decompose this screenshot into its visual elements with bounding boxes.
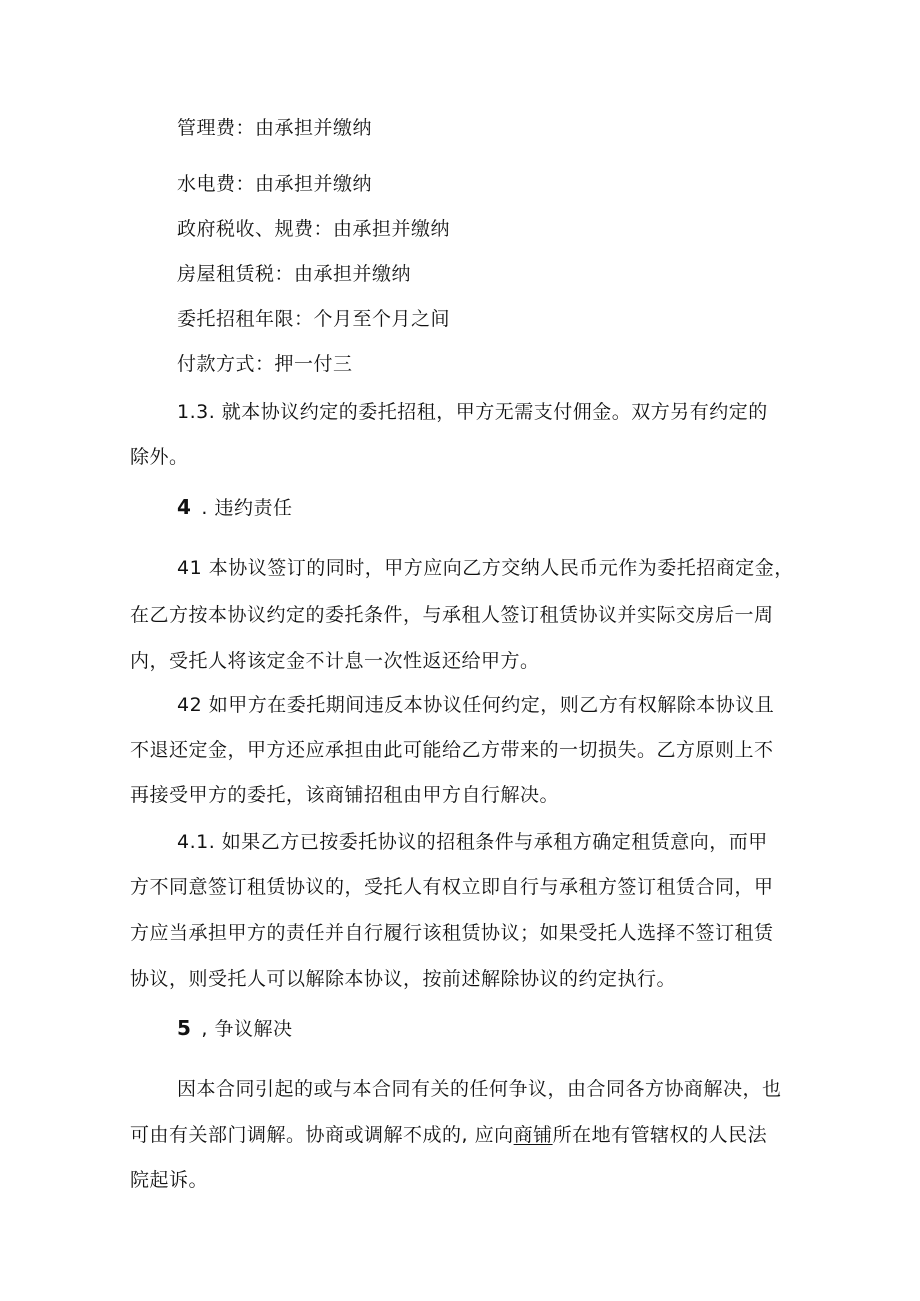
payment-method: 付款方式：押一付三 xyxy=(177,353,353,375)
fee-rental-tax: 房屋租赁税：由承担并缴纳 xyxy=(177,263,412,285)
clause-1-3-line1: 1.3. 就本协议约定的委托招租，甲方无需支付佣金。双方另有约定的 xyxy=(177,401,768,423)
clause-4-1-line2: 方不同意签订租赁协议的，受托人有权立即自行与承租方签订租赁合同，甲 xyxy=(130,876,774,898)
clause-4-1-line3: 方应当承担甲方的责任并自行履行该租赁协议；如果受托人选择不签订租赁 xyxy=(130,922,774,944)
fee-taxes: 政府税收、规费：由承担并缴纳 xyxy=(177,218,451,240)
section-4-title: . 违约责任 xyxy=(201,497,293,519)
dispute-line2 xyxy=(130,1122,767,1148)
clause-4-1-line4: 协议，则受托人可以解除本协议，按前述解除协议的约定执行。 xyxy=(130,968,677,990)
clause-41-line2: 在乙方按本协议约定的委托条件，与承租人签订租赁协议并实际交房后一周 xyxy=(130,604,774,626)
clause-42-line1: 42 如甲方在委托期间违反本协议任何约定，则乙方有权解除本协议且 xyxy=(177,694,775,716)
entrust-term: 委托招租年限：个月至个月之间 xyxy=(177,308,451,330)
section-4-heading xyxy=(177,494,293,521)
section-5-heading xyxy=(177,1015,293,1042)
fee-management: 管理费：由承担并缴纳 xyxy=(177,117,373,139)
clause-41-line3: 内，受托人将该定金不计息一次性返还给甲方。 xyxy=(130,650,540,672)
dispute-line1: 因本合同引起的或与本合同有关的任何争议，由合同各方协商解决，也 xyxy=(177,1078,782,1100)
section-4-number: 4 xyxy=(177,495,192,519)
dispute-line2-post: 所在地有管辖权的人民法 xyxy=(552,1124,768,1146)
clause-42-line2: 不退还定金，甲方还应承担由此可能给乙方带来的一切损失。乙方原则上不 xyxy=(130,739,774,761)
fee-utilities: 水电费：由承担并缴纳 xyxy=(177,173,373,195)
clause-42-line3: 再接受甲方的委托，该商铺招租由甲方自行解决。 xyxy=(130,784,560,806)
clause-4-1-line1: 4.1. 如果乙方已按委托协议的招租条件与承租方确定租赁意向，而甲 xyxy=(177,831,768,853)
clause-1-3-line2: 除外。 xyxy=(130,446,189,468)
section-5-number: 5 xyxy=(177,1016,192,1040)
clause-41-line1: 41 本协议签订的同时，甲方应向乙方交纳人民币元作为委托招商定金， xyxy=(177,557,794,579)
dispute-line2-pre: 可由有关部门调解。协商或调解不成的, 应向 xyxy=(130,1124,514,1146)
dispute-underlined-term: 商铺 xyxy=(513,1124,553,1146)
section-5-title: , 争议解决 xyxy=(201,1018,293,1040)
dispute-line3: 院起诉。 xyxy=(130,1169,209,1191)
